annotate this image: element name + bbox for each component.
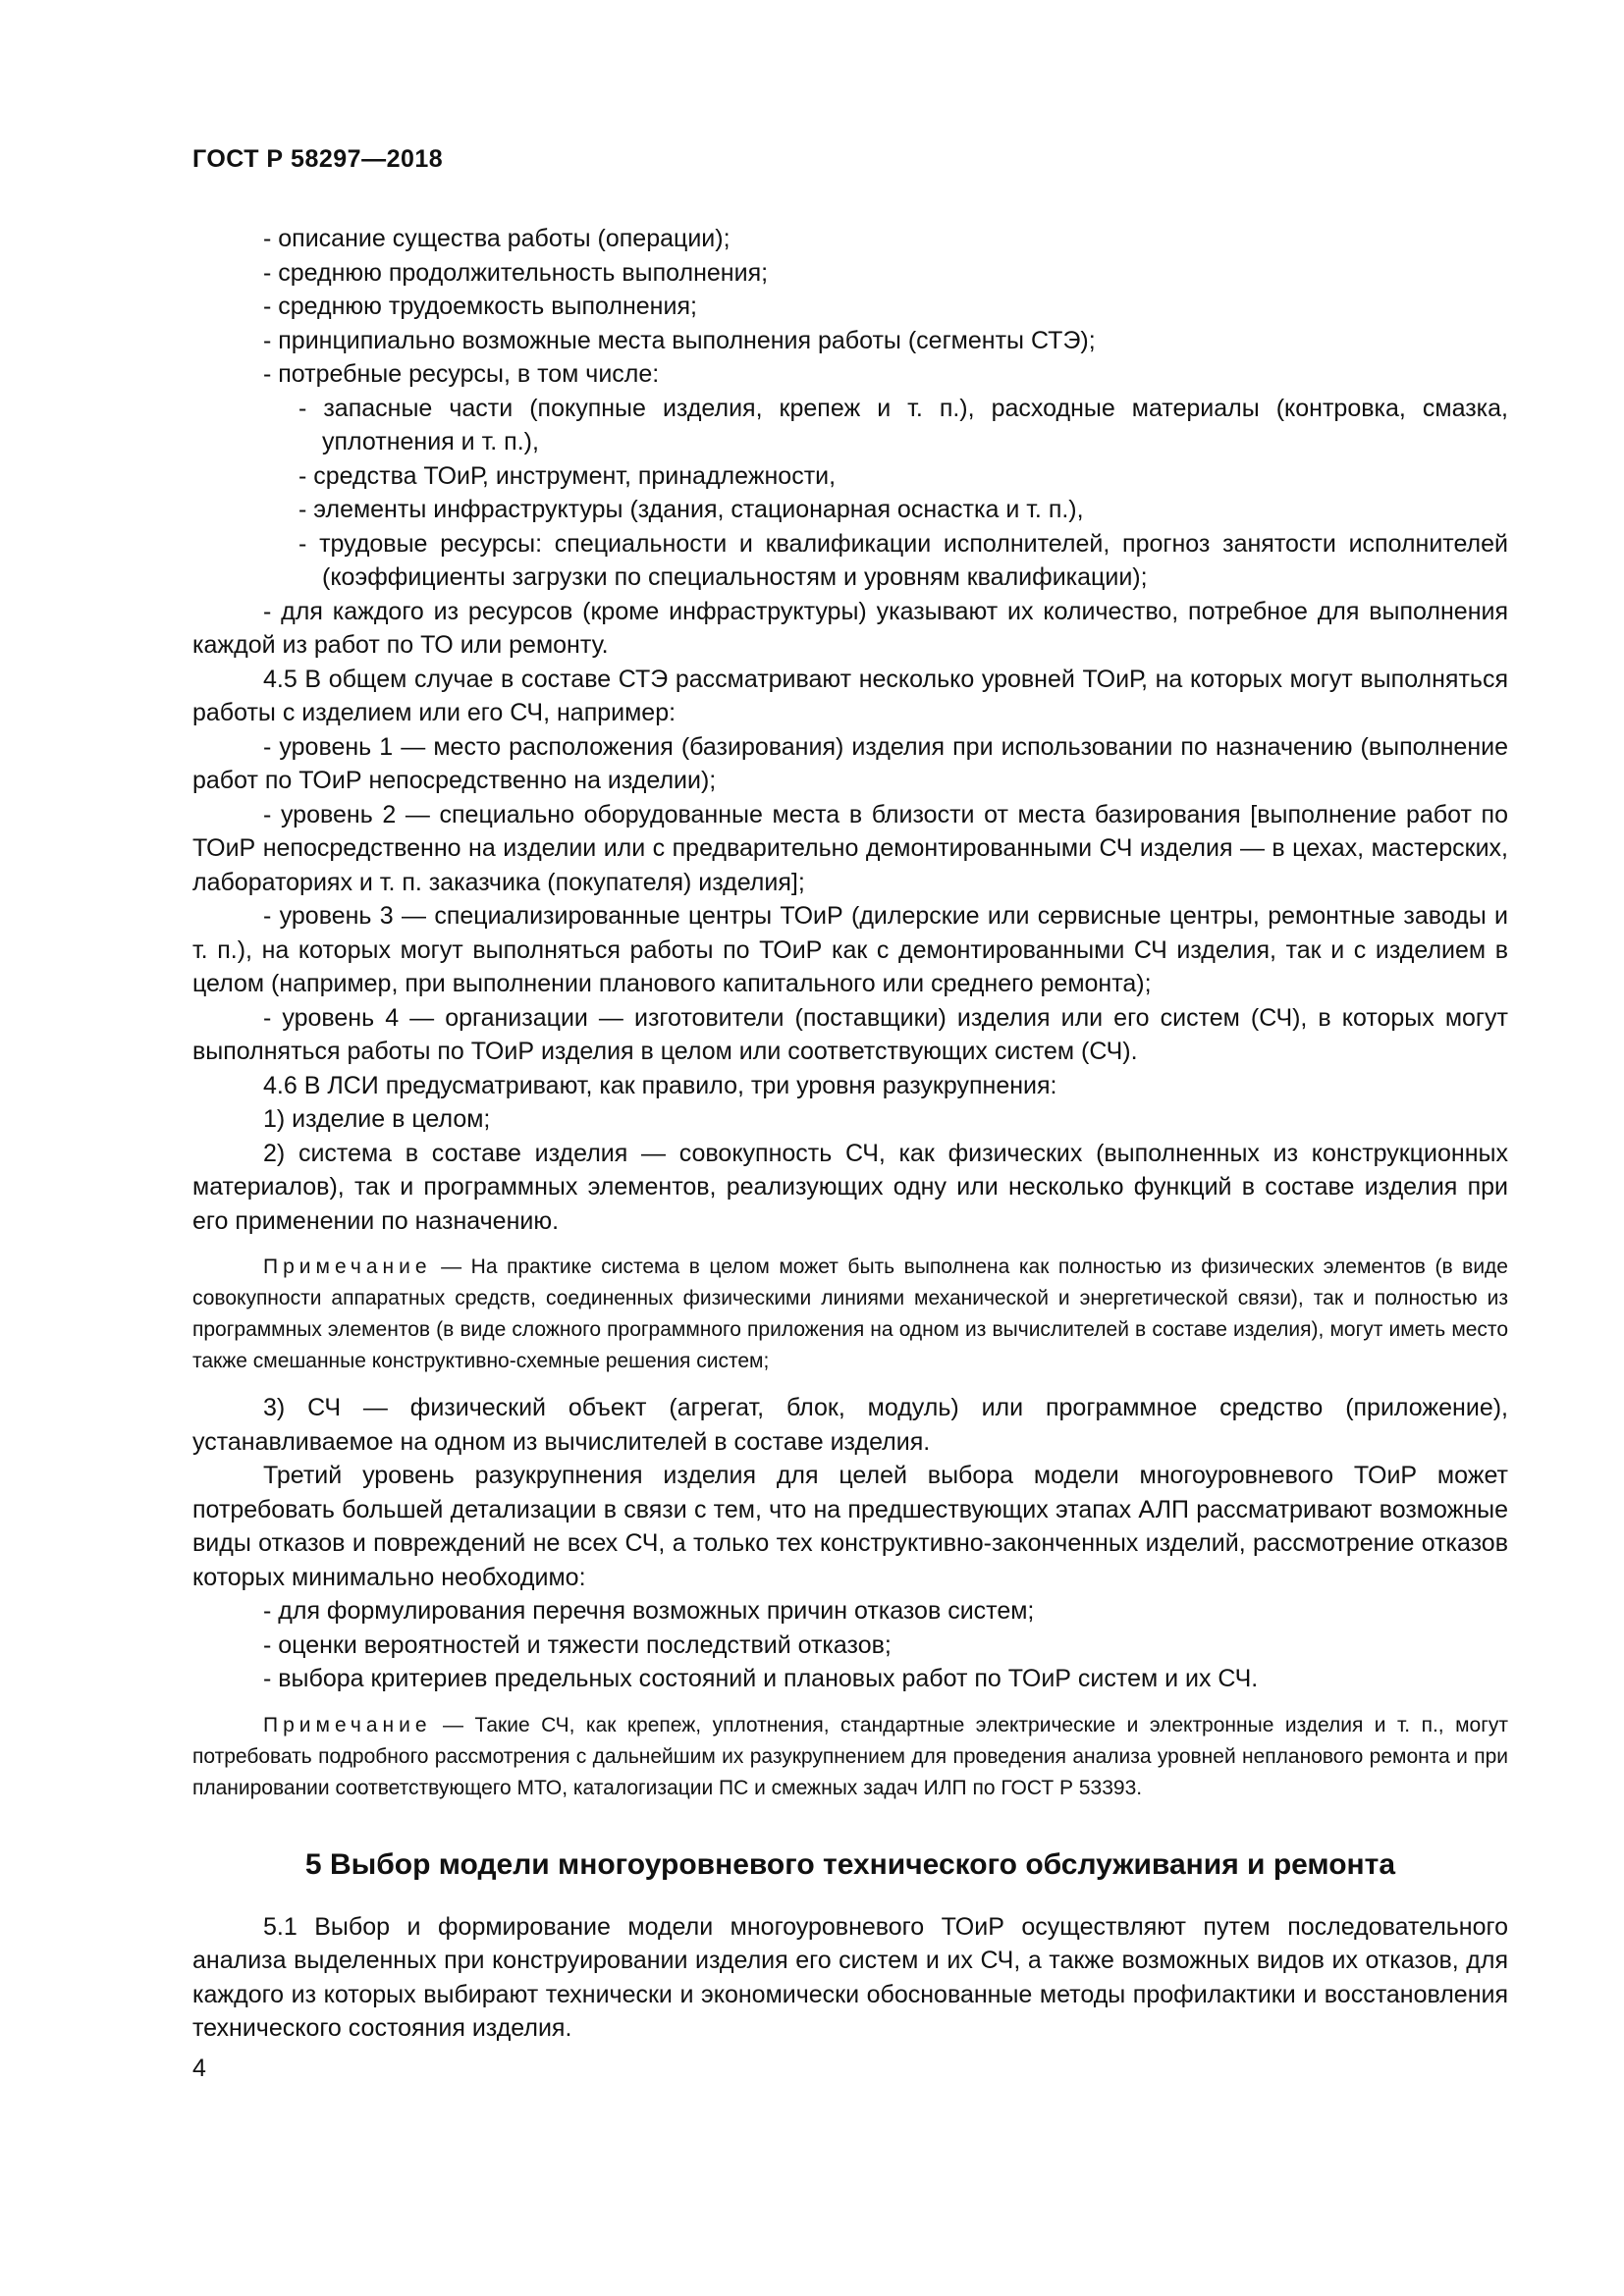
numbered-item-1: 1) изделие в целом; [263,1105,491,1133]
level-item: - уровень 2 — специально оборудованные места в близости от места базирования [выполнение работ по ТОиР непосредственно на изделии или с предварительно демонтированными СЧ изделия — в цехах, мастерских, лабораториях и т. п. заказчика (покупателя) изделия]; [192,800,1508,896]
level-item: - уровень 4 — организации — изготовители (поставщики) изделия или его систем (СЧ), в которых могут выполняться работы по ТОиР изделия в целом или соответствующих систем (СЧ). [192,1003,1508,1065]
list-item: - среднюю трудоемкость выполнения; [263,293,697,320]
section-5-title: 5 Выбор модели многоуровневого технического обслуживания и ремонта [304,1847,1396,1881]
note-text: — Такие СЧ, как крепеж, уплотнения, стандартные электрические и электронные изделия и т. п., могут потребовать подробного рассмотрения с дальнейшим их разукрупнением для проведения анализа уровней непланового ремонта и при планировании соответствующего МТО, каталогизации ПС и смежных задач ИЛП по ГОСТ Р 53393. [192,1713,1508,1799]
note-text: — На практике система в целом может быть выполнена как полностью из физических элементов (в виде совокупности аппаратных средств, соединенных физическими линиями механической и энергетической связи), так и полностью из программных элементов (в виде сложного программного приложения на одном из вычислителей в составе изделия), могут иметь место также смешанные конструктивно-схемные решения систем; [192,1255,1508,1372]
paragraph-4-6: 4.6 В ЛСИ предусматривают, как правило, три уровня разукрупнения: [263,1071,1057,1099]
document-header: ГОСТ Р 58297—2018 [192,145,444,173]
list-item: - описание существа работы (операции); [263,225,731,252]
document-body [192,222,1508,2046]
level-item: - уровень 1 — место расположения (базирования) изделия при использовании по назначению (выполнение работ по ТОиР непосредственно на изделии); [192,732,1508,794]
numbered-item-2: 2) система в составе изделия — совокупность СЧ, как физических (выполненных из конструкционных материалов), так и программных элементов, реализующих одну или несколько функций в составе изделия при его применении по назначению. [192,1139,1508,1235]
numbered-item-3: 3) СЧ — физический объект (агрегат, блок, модуль) или программное средство (приложение), устанавливаемое на одном из вычислителей в составе изделия. [192,1394,1508,1456]
page-number: 4 [192,2055,206,2082]
level-item: - уровень 3 — специализированные центры ТОиР (дилерские или сервисные центры, ремонтные заводы и т. п.), на которых могут выполняться работы по ТОиР как с демонтированными СЧ изделия, так и с изделием в целом (например, при выполнении планового капитального или среднего ремонта); [192,902,1508,997]
paragraph-third-level: Третий уровень разукрупнения изделия для целей выбора модели многоуровневого ТОиР может потребовать большей детализации в связи с тем, что на предшествующих этапах АЛП рассматривают возможные виды отказов и повреждений не всех СЧ, а только тех конструктивно-законченных изделий, рассмотрение отказов которых минимально необходимо: [192,1462,1508,1591]
sub-list-item: - запасные части (покупные изделия, крепеж и т. п.), расходные материалы (контровка, смазка, уплотнения и т. п.), [298,394,1508,455]
sub-list-item: - средства ТОиР, инструмент, принадлежности, [298,461,837,490]
list-item: - принципиально возможные места выполнения работы (сегменты СТЭ); [263,326,1096,354]
list-item: - для формулирования перечня возможных причин отказов систем; [263,1597,1035,1625]
paragraph-resources: - для каждого из ресурсов (кроме инфраструктуры) указывают их количество, потребное для выполнения каждой из работ по ТО или ремонту. [192,597,1508,659]
list-item: - потребные ресурсы, в том числе: [263,360,660,388]
list-item: - выбора критериев предельных состояний и плановых работ по ТОиР систем и их СЧ. [263,1665,1259,1692]
paragraph-5-1: 5.1 Выбор и формирование модели многоуровневого ТОиР осуществляют путем последовательного анализа выделенных при конструировании изделия его систем и их СЧ, а также возможных видов их отказов, для каждого из которых выбирают технически и экономически обоснованные методы профилактики и восстановления технического состояния изделия. [192,1912,1508,2042]
list-item: - среднюю продолжительность выполнения; [263,258,769,287]
note-2 [192,1710,1508,1804]
paragraph-4-5: 4.5 В общем случае в составе СТЭ рассматривают несколько уровней ТОиР, на которых могут выполняться работы с изделием или его СЧ, например: [192,665,1508,726]
sub-list-item: - элементы инфраструктуры (здания, стационарная оснастка и т. п.), [298,496,1084,523]
sub-list-item: - трудовые ресурсы: специальности и квалификации исполнителей, прогноз занятости исполнителей (коэффициенты загрузки по специальностям и уровням квалификации); [298,529,1508,591]
note-1 [192,1252,1508,1377]
note-label: Примечание [263,1255,432,1278]
list-item: - оценки вероятностей и тяжести последствий отказов; [263,1630,892,1659]
note-label: Примечание [263,1713,432,1736]
